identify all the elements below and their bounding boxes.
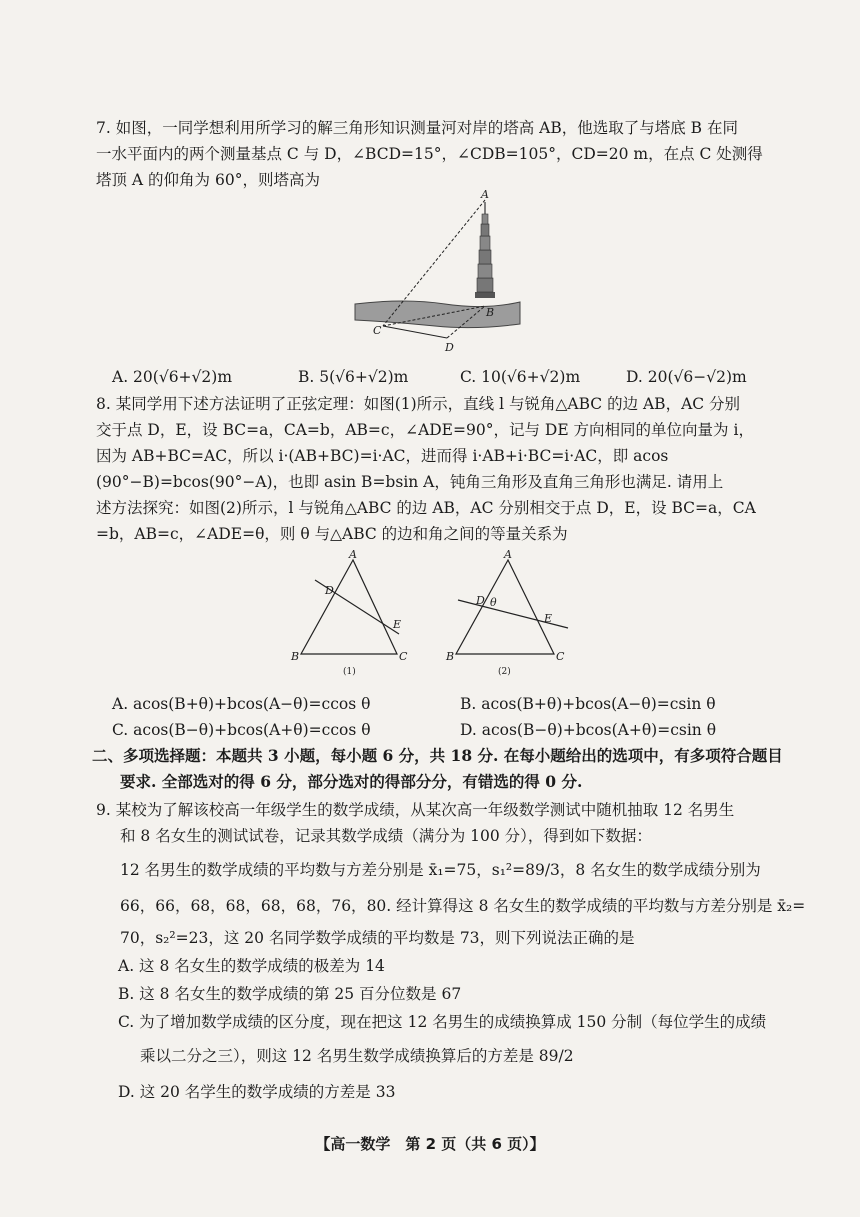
q7-option-d[interactable]: D. 20(√6−√2)m [626,368,747,386]
section2-line-1: 二、多项选择题：本题共 3 小题，每小题 6 分，共 18 分. 在每小题给出的选项中，有多项符合题目 [92,746,783,765]
q7-option-b[interactable]: B. 5(√6+√2)m [298,368,409,386]
q9-line-1: 9. 某校为了解该校高一年级学生的数学成绩，从某次高一年级数学测试中随机抽取 12 名男生 [96,801,735,819]
q7-option-a[interactable]: A. 20(√6+√2)m [112,368,233,386]
fig1-label-a: A [349,548,357,561]
fig1-label-b: B [291,650,300,663]
q8-line-3: 因为 AB+BC=AC，所以 i·(AB+BC)=i·AC，进而得 i·AB+i·BC=i·AC，即 acos [96,447,669,465]
label-b: B [486,306,495,319]
q8-option-c[interactable]: C. acos(B−θ)+bcos(A+θ)=ccos θ [112,721,371,739]
fig2-label-e: E [544,612,553,625]
q8-option-a[interactable]: A. acos(B+θ)+bcos(A−θ)=ccos θ [112,695,371,713]
label-d: D [445,341,454,354]
label-c: C [373,324,382,337]
q8-line-2: 交于点 D，E，设 BC=a，CA=b，AB=c，∠ADE=90°，记与 DE 方向相同的单位向量为 i， [96,421,754,439]
fig2-label-d: D [476,594,485,607]
triangle-abc-1 [301,560,397,654]
fig2-caption: (2) [498,667,511,677]
q9-option-d[interactable]: D. 这 20 名学生的数学成绩的方差是 33 [118,1083,396,1101]
q9-option-a[interactable]: A. 这 8 名女生的数学成绩的极差为 14 [118,957,385,975]
page-footer: 【高一数学 第 2 页（共 6 页）】 [315,1135,545,1153]
q9-line-4: 66，66，68，68，68，68，76，80. 经计算得这 8 名女生的数学成绩的平均数与方差分别是 x̄₂= [120,897,806,915]
q7-option-c[interactable]: C. 10(√6+√2)m [460,368,581,386]
q8-line-5: 述方法探究：如图(2)所示，l 与锐角△ABC 的边 AB，AC 分别相交于点 D，E，设 BC=a，CA [96,499,756,517]
fig2-label-a: A [504,548,512,561]
q8-line-4: (90°−B)=bcos(90°−A)，也即 asin B=bsin A，钝角三角形及直角三角形也满足. 请用上 [96,473,724,491]
q7-line-1: 7. 如图，一同学想利用所学习的解三角形知识测量河对岸的塔高 AB，他选取了与塔底 B 在同 [96,119,738,137]
fig2-label-b: B [446,650,455,663]
section2-line-2: 要求. 全部选对的得 6 分，部分选对的得部分分，有错选的得 0 分. [120,772,583,791]
figure-2 [440,548,580,680]
q9-option-c[interactable]: C. 为了增加数学成绩的区分度，现在把这 12 名男生的成绩换算成 150 分制（每位学生的成绩 [118,1013,767,1031]
q7-line-2: 一水平面内的两个测量基点 C 与 D，∠BCD=15°，∠CDB=105°，CD=20 m，在点 C 处测得 [96,145,763,163]
tower-icon [475,202,495,298]
q9-option-c-cont: 乘以二分之三），则这 12 名男生数学成绩换算后的方差是 89/2 [140,1047,574,1065]
fig2-label-c: C [556,650,565,663]
figure-1 [285,548,415,680]
label-a: A [481,188,489,201]
q8-line-1: 8. 某同学用下述方法证明了正弦定理：如图(1)所示，直线 l 与锐角△ABC 的边 AB，AC 分别 [96,395,741,413]
fig1-label-e: E [393,618,402,631]
line-cd [383,326,447,338]
fig1-label-c: C [399,650,408,663]
triangle-abc-2 [456,560,554,654]
q8-option-d[interactable]: D. acos(B−θ)+bcos(A+θ)=csin θ [460,721,717,739]
fig2-label-theta: θ [490,596,497,609]
q9-line-5: 70，s₂²=23，这 20 名同学数学成绩的平均数是 73，则下列说法正确的是 [120,929,635,947]
q9-line-3: 12 名男生的数学成绩的平均数与方差分别是 x̄₁=75，s₁²=89/3，8 名女生的数学成绩分别为 [120,861,761,879]
fig1-caption: (1) [343,667,356,677]
q9-line-2: 和 8 名女生的测试试卷，记录其数学成绩（满分为 100 分），得到如下数据： [120,827,652,845]
fig1-label-d: D [325,584,334,597]
q9-option-b[interactable]: B. 这 8 名女生的数学成绩的第 25 百分位数是 67 [118,985,462,1003]
q8-line-6: =b，AB=c，∠ADE=θ，则 θ 与△ABC 的边和角之间的等量关系为 [96,525,568,543]
q7-line-3: 塔顶 A 的仰角为 60°，则塔高为 [96,171,320,189]
q8-option-b[interactable]: B. acos(B+θ)+bcos(A−θ)=csin θ [460,695,716,713]
tower-figure [345,186,525,358]
